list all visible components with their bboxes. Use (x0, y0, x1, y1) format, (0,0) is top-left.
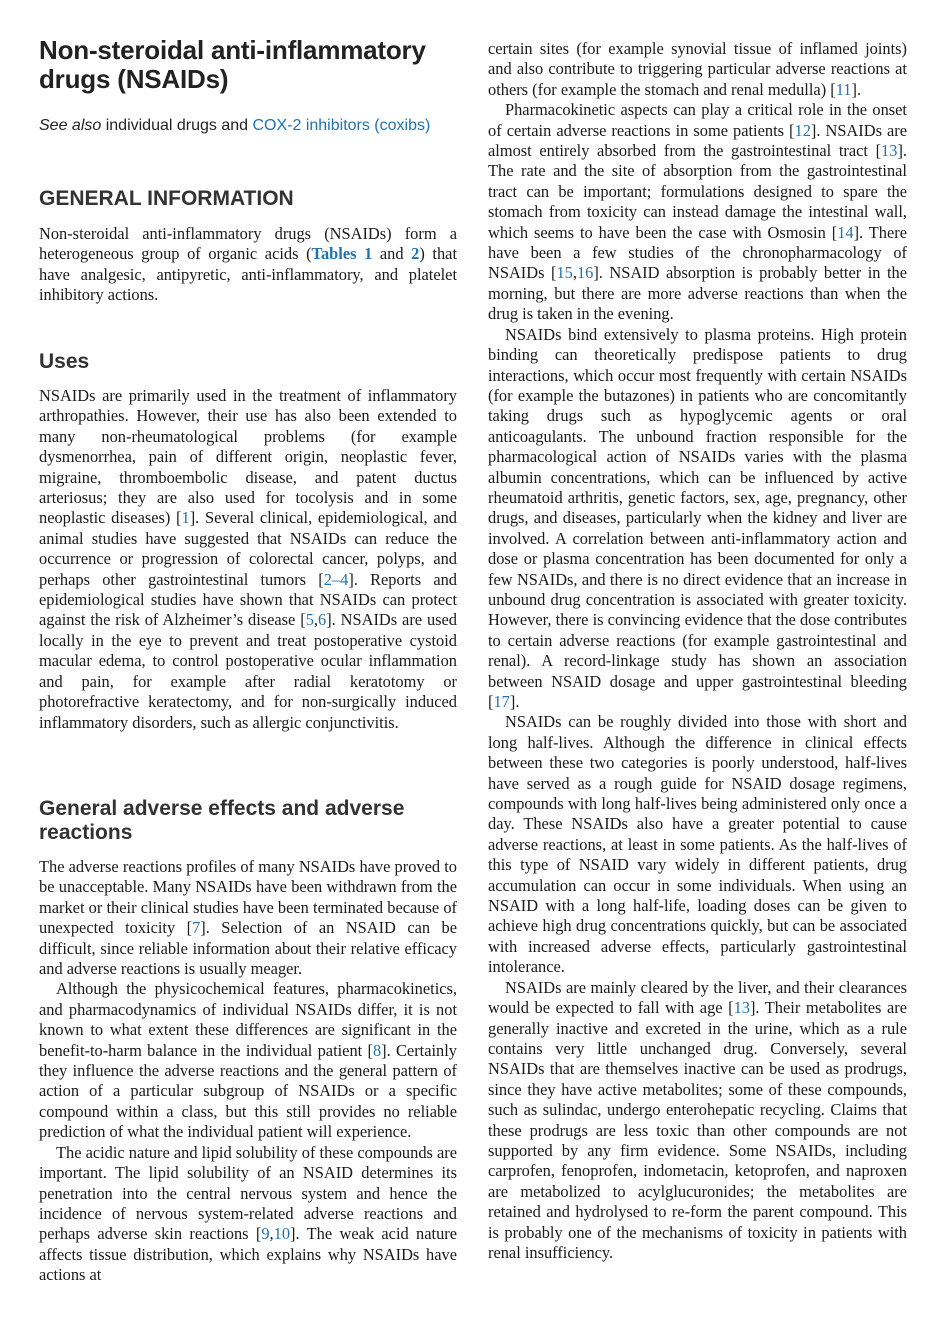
uses-comma: , (313, 610, 319, 630)
general-information-paragraph (39, 224, 457, 306)
adverse-paragraph-1 (39, 857, 457, 979)
see-also-line (39, 115, 469, 137)
adverse-p3-text-b: ]. The weak acid nature affects tissue distribution, which explains why NSAIDs have actions at (39, 1224, 457, 1285)
adverse-p3-text-a: The acidic nature and lipid solubility of these compounds are important. The lipid solubility of an NSAID determines its penetration into the central nervous system and hence the incidence of nervous system-related adverse reactions and perhaps adverse skin reactions [ (39, 1142, 458, 1244)
right-paragraph-protein-binding (488, 325, 907, 713)
right-p2-text-a: NSAIDs bind extensively to plasma proteins. High protein binding can theoretically predispose patients to drug interactions, which occur most frequently with certain NSAIDs (for example the butazones) in patients who are concomitantly taking drugs such as hypoglycemic agents or oral anticoagulants. The unbound fraction responsible for the pharmacological action of NSAIDs varies with the plasma albumin concentrations, which can be influenced by active rheumatoid arthritis, genetic factors, sex, age, pregnancy, other drugs, and diseases, particularly when the kidney and liver are involved. A correlation between anti-inflammatory action and dose or plasma concentration has been documented for only a few NSAIDs, and there is no direct evidence that an increase in unbound drug concentration is associated with greater toxicity. However, there is convincing evidence that the dose contributes to certain adverse reactions (for example gastrointestinal and renal). A record-linkage study has shown an association between NSAID dosage and upper gastrointestinal bleeding [ (488, 324, 907, 711)
ref-link-17[interactable]: 17 (493, 692, 510, 711)
coxib-link[interactable]: COX-2 inhibitors (coxibs) (252, 117, 431, 134)
uses-text-4: ]. NSAIDs are used locally in the eye to prevent and treat postoperative cystoid macular edema, to control postoperative ocular inflammation and pain, for example after radial keratotomy or photorefractive keratectomy, and for non-surgically induced inflammatory disorders, such as allergic conjunctivitis. (39, 610, 457, 732)
right-p1-comma: , (572, 263, 577, 283)
uses-text-2: ]. Several clinical, epidemiological, and animal studies have suggested that NSAIDs can reduce the occurrence or progression of colorectal cancer, polyps, and perhaps other gastrointestinal tumors [ (39, 508, 457, 589)
right-paragraph-half-lives: NSAIDs can be roughly divided into those with short and long half-lives. Although the difference in clinical effects between these two categories is poorly understood, half-lives have served as a rough guide for NSAID dosage regimens, compounds with long half-lives being administered only once a day. These NSAIDs also have a greater potential to cause adverse reactions, at least in some patients. As the half-lives of this type of NSAID vary widely in different patients, drug accumulation can occur in some individuals. When using an NSAID with a long half-life, loading doses can be given to achieve high drug concentrations quickly, but can be associated with increased adverse effects, particularly gastrointestinal intolerance. (488, 712, 907, 977)
section-heading-general-information: GENERAL INFORMATION (39, 187, 294, 210)
ref-link-8[interactable]: 8 (372, 1040, 382, 1060)
ref-link-13[interactable]: 13 (881, 141, 898, 161)
section-heading-adverse-effects: General adverse effects and adverse reactions (39, 797, 405, 844)
adverse-paragraph-3 (39, 1143, 457, 1286)
uses-text-3: ]. Reports and epidemiological studies have shown that NSAIDs can protect against the risk of Alzheimer’s disease [ (39, 569, 457, 630)
right-paragraph-pharmacokinetics (488, 100, 907, 324)
table-1-link[interactable]: Tables 1 (311, 244, 373, 264)
ref-link-10[interactable]: 10 (273, 1224, 291, 1244)
adverse-paragraphs (39, 857, 457, 1286)
adverse-p1-text-b: ]. Selection of an NSAID can be difficult, since reliable information about their relative efficacy and adverse reactions is usually meager. (39, 918, 457, 979)
ref-link-1[interactable]: 1 (181, 508, 190, 528)
see-also-prefix: See also (39, 117, 102, 134)
right-p1-text-c: ]. The rate and the site of absorption from the gastrointestinal tract can be important; formulations designed to spare the stomach from toxicity can instead damage the intestinal wall, which seems to have been the case with Osmosin [ (488, 141, 907, 242)
right-p4-text-b: ]. Their metabolites are generally inactive and excreted in the urine, which as a rule contains very little unchanged drug. Conversely, several NSAIDs that are themselves inactive can be used as prodrugs, since they have active metabolites; some of these compounds, such as sulindac, undergo enterohepatic recycling. Claims that these prodrugs are less toxic than other compounds are not supported by any firm evidence. Some NSAIDs, including carprofen, fenoprofen, indometacin, ketoprofen, and naproxen are metabolized to acylglucuronides; the metabolites are retained and hydrolysed to re-form the parent compound. This is probably one of the mechanisms of toxicity in patients with renal insufficiency. (488, 998, 907, 1262)
ref-link-7[interactable]: 7 (192, 918, 201, 938)
ref-link-5[interactable]: 5 (305, 610, 314, 630)
right-p1-text-d: ]. There have been a few studies of the chronopharmacology of NSAIDs [ (488, 222, 907, 283)
right-p2-text-b: ]. (509, 692, 520, 711)
right-paragraph-clearance (488, 978, 907, 1264)
ref-link-9[interactable]: 9 (261, 1224, 270, 1244)
gi-text-1: Non-steroidal anti-inflammatory drugs (NSAIDs) form a heterogeneous group of organic acids ( (39, 224, 457, 264)
right-p1-text-b: ]. NSAIDs are almost entirely absorbed from the gastrointestinal tract [ (488, 120, 907, 161)
right-p0-text-b: ]. (851, 79, 862, 99)
right-column-text (488, 39, 907, 1263)
right-p1-text-a: Pharmacokinetic aspects can play a critical role in the onset of certain adverse reactions in some patients [ (488, 100, 907, 140)
ref-link-11[interactable]: 11 (835, 79, 852, 99)
adverse-p3-comma: , (269, 1224, 274, 1244)
section-heading-uses: Uses (39, 350, 90, 373)
uses-text-1: NSAIDs are primarily used in the treatment of inflammatory arthropathies. However, their use has also been extended to many non-rheumatological problems (for example dysmenorrhea, pain of different origin, neoplastic fever, migraine, thromboembolic disease, and patent ductus arteriosus; they are also used for tocolysis and in some neoplastic diseases) [ (39, 386, 457, 528)
ref-link-2-4[interactable]: 2–4 (323, 569, 349, 589)
gi-text-and: and (372, 244, 412, 264)
adverse-p2-text-b: ]. Certainly they influence the adverse reactions and the general pattern of action of a particular subgroup of NSAIDs or a specific compound within a class, but this still provides no reliable prediction of what the individual patient will experience. (39, 1040, 457, 1142)
table-2-link[interactable]: 2 (411, 244, 420, 264)
ref-link-14[interactable]: 14 (837, 222, 854, 242)
gi-text-2: ) that have analgesic, antipyretic, anti-inflammatory, and platelet inhibitory actions. (39, 244, 457, 305)
adverse-p1-text-a: The adverse reactions profiles of many NSAIDs have proved to be unacceptable. Many NSAIDs have been withdrawn from the market or their clinical studies have been terminated because of unexpected toxicity [ (39, 857, 457, 938)
see-also-middle: individual drugs and (101, 117, 253, 134)
right-paragraph-continued (488, 39, 907, 100)
adverse-paragraph-2 (39, 979, 457, 1142)
uses-paragraph (39, 386, 457, 733)
ref-link-6[interactable]: 6 (318, 610, 327, 630)
adverse-p2-text-a: Although the physicochemical features, pharmacokinetics, and pharmacodynamics of individual NSAIDs differ, it is not known to what extent these differences are significant in the benefit-to-harm balance in the individual patient [ (39, 979, 457, 1060)
right-p4-text-a: NSAIDs are mainly cleared by the liver, and their clearances would be expected to fall with age [ (488, 977, 907, 1018)
page-title: Non-steroidal anti-inflammatory drugs (NSAIDs) (39, 35, 426, 94)
ref-link-15[interactable]: 15 (556, 263, 573, 283)
ref-link-12[interactable]: 12 (794, 120, 811, 140)
ref-link-16[interactable]: 16 (576, 263, 594, 283)
ref-link-13b[interactable]: 13 (733, 998, 750, 1018)
right-p0-text-a: certain sites (for example synovial tissue of inflamed joints) and also contribute to triggering particular adverse reactions at others (for example the stomach and renal medulla) [ (488, 39, 907, 99)
right-p1-text-e: ]. NSAID absorption is probably better in the morning, but there are more adverse reactions than when the drug is taken in the evening. (488, 263, 907, 324)
